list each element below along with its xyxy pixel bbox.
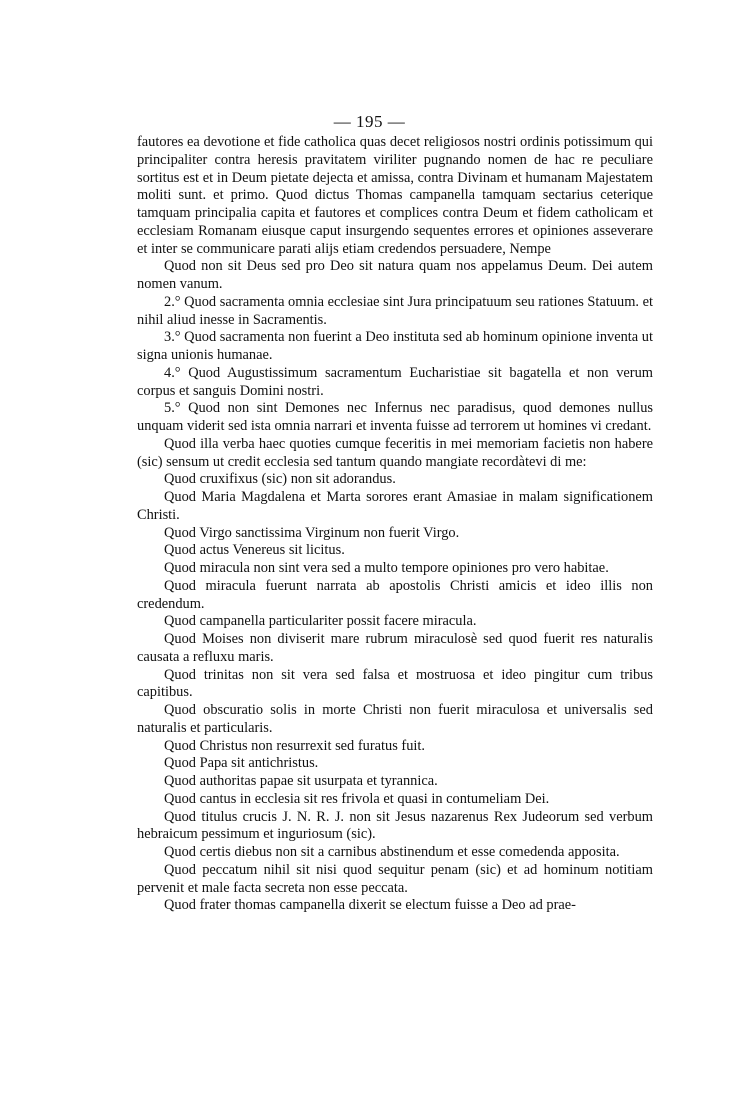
- paragraph: Quod Christus non resurrexit sed furatus fuit.: [164, 737, 425, 754]
- paragraph: 4.° Quod Augustissimum sacramentum Eucharistiae sit bagatella et non verum corpus et sanguis Domini nostri.: [137, 364, 653, 399]
- paragraph: Quod campanella particulariter possit facere miracula.: [164, 613, 477, 630]
- paragraph: 3.° Quod sacramenta non fuerint a Deo instituta sed ab hominum opinione inventa ut signa unionis humanae.: [137, 329, 653, 363]
- paragraph: Quod titulus crucis J. N. R. J. non sit Jesus nazarenus Rex Judeorum sed verbum hebraicum pessimum et inguriosum (sic).: [137, 808, 653, 843]
- paragraph: 5.° Quod non sint Demones nec Infernus nec paradisus, quod demones nullus unquam viderit sed ista omnia narrari et inventa fuisse ad terrorem ut homines vi credant.: [137, 400, 653, 434]
- paragraph: Quod actus Venereus sit licitus.: [164, 542, 345, 559]
- paragraph: Quod authoritas papae sit usurpata et tyrannica.: [164, 773, 438, 789]
- paragraph: Quod non sit Deus sed pro Deo sit natura quam nos appelamus Deum. Dei autem nomen vanum.: [137, 258, 653, 292]
- paragraph: Quod miracula fuerunt narrata ab apostolis Christi amicis et ideo illis non credendum.: [137, 577, 653, 612]
- paragraph: Quod peccatum nihil sit nisi quod sequitur penam (sic) et ad hominum notitiam pervenit et male facta secreta non esse peccata.: [137, 861, 653, 896]
- body-text: [137, 134, 653, 915]
- paragraph: Quod Maria Magdalena et Marta sorores erant Amasiae in malam significationem Christi.: [137, 489, 653, 523]
- paragraph: Quod frater thomas campanella dixerit se electum fuisse a Deo ad prae-: [164, 897, 576, 914]
- paragraph: Quod cantus in ecclesia sit res frivola et quasi in contumeliam Dei.: [164, 790, 550, 807]
- page-number: — 195 —: [333, 112, 406, 131]
- paragraph: Quod trinitas non sit vera sed falsa et mostruosa et ideo pingitur cum tribus capitibus.: [137, 666, 653, 701]
- paragraph: Quod obscuratio solis in morte Christi non fuerit miraculosa et universalis sed naturalis et particularis.: [137, 702, 653, 736]
- paragraph: Quod illa verba haec quoties cumque feceritis in mei memoriam facietis non habere (sic) sensum ut credit ecclesia sed tantum quando mangiate recordàtevi di me:: [137, 435, 653, 470]
- paragraph: Quod miracula non sint vera sed a multo tempore opiniones pro vero habitae.: [164, 560, 609, 576]
- paragraph: Quod cruxifixus (sic) non sit adorandus.: [164, 471, 396, 488]
- paragraph: Quod Virgo sanctissima Virginum non fuerit Virgo.: [164, 524, 460, 541]
- paragraph: 2.° Quod sacramenta omnia ecclesiae sint Jura principatuum seu rationes Statuum. et nihil aliud inesse in Sacramentis.: [137, 293, 653, 328]
- paragraph: Quod Moises non diviserit mare rubrum miraculosè sed quod fuerit res naturalis causata a refluxu maris.: [137, 631, 653, 665]
- paragraph: Quod certis diebus non sit a carnibus abstinendum et esse comedenda apposita.: [164, 844, 620, 860]
- paragraph: Quod Papa sit antichristus.: [164, 755, 319, 772]
- paragraph: fautores ea devotione et fide catholica quas decet religiosos nostri ordinis potissimum qui principaliter contra heresis pravitatem viriliter pugnando nomen de hac re peculiare sortitus est et in Deum pietate dejecta et amissa, contra Divinam et humanam Majestatem moliti sunt. et primo. Quod dictus Thomas campanella tamquam sectarius ceterique tamquam principalia capita et fautores et complices contra Deum et fidem catholicam et ecclesiam Romanam eiusque caput insurgendo sequentes errores et opiniones asseverare et inter se communicare parati alijs etiam credendos persuadere, Nempe: [137, 134, 653, 257]
